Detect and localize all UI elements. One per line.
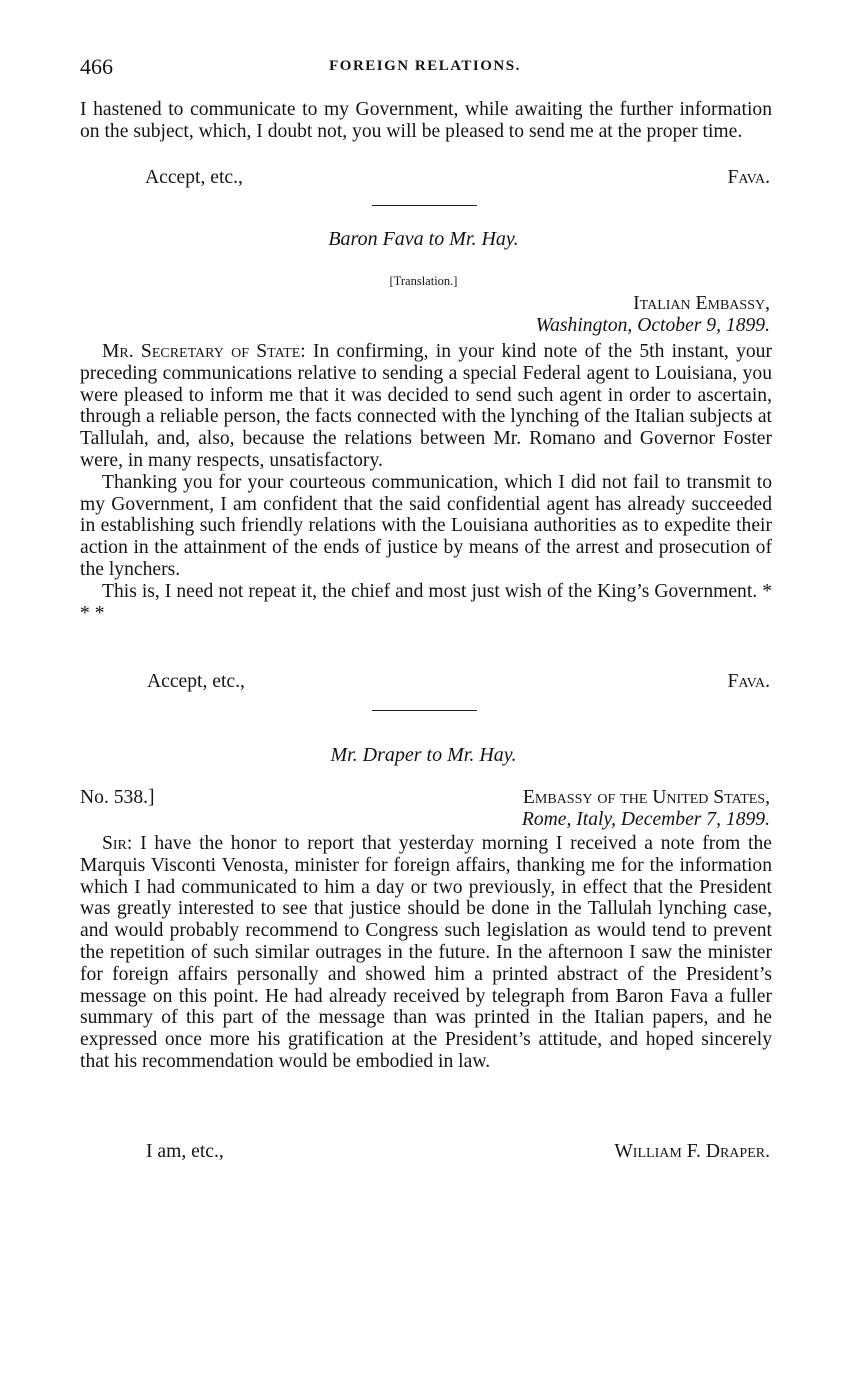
letter2-body: [80, 341, 772, 624]
page-number: 466: [80, 54, 113, 79]
letter2-place: Italian Embassy,: [633, 293, 770, 314]
letter3-signature: William F. Draper.: [614, 1141, 770, 1162]
despatch-number: No. 538.]: [80, 787, 155, 808]
letter2-paragraph-3: This is, I need not repeat it, the chief and most just wish of the King’s Government. * * *: [80, 580, 772, 624]
letter3-place: Embassy of the United States,: [522, 787, 770, 808]
letter3-title: Mr. Draper to Mr. Hay.: [330, 744, 517, 766]
letter2-salutation: Mr. Secretary of State:: [102, 341, 306, 362]
letter3-salutation: Sir:: [102, 833, 133, 854]
letter1-body: [80, 99, 772, 143]
running-title: FOREIGN RELATIONS.: [329, 58, 521, 74]
section-divider: [372, 205, 477, 206]
letter2-title: Baron Fava to Mr. Hay.: [328, 228, 519, 250]
letter1-paragraph: I hastened to communicate to my Government, while awaiting the further information on the subject, which, I doubt not, you will be pleased to send me at the proper time.: [80, 99, 772, 142]
letter2-signature: Fava.: [727, 671, 770, 692]
letter1-closing: Accept, etc.,: [145, 167, 243, 188]
letter2-date: Washington, October 9, 1899.: [535, 315, 770, 336]
letter3-body: [80, 833, 772, 1073]
letter3-paragraph-1-text: I have the honor to report that yesterday morning I received a note from the Marquis Visconti Venosta, minister for foreign affairs, thanking me for the information which I had communicated to him a day or two previously, in effect that the President was greatly interested to see that justice should be done in the Tallulah lynching case, and would probably recommend to Congress such legislation as would tend to prevent the repetition of such similar outrages in the future. In the afternoon I saw the minister for foreign affairs personally and showed him a printed abstract of the President’s message on this point. He had already received by telegraph from Baron Fava a fuller summary of this part of the message than was printed in the Italian papers, and he expressed once more his gratification at the President’s attitude, and hoped sincerely that his recommendation would be embodied in law.: [80, 833, 772, 1072]
letter2-closing: Accept, etc.,: [147, 671, 245, 692]
letter3-date: Rome, Italy, December 7, 1899.: [521, 809, 770, 830]
letter3-paragraph-1: [80, 833, 772, 1073]
page-header: [80, 54, 770, 82]
letter2-paragraph-1: [80, 341, 772, 472]
letter2-paragraph-2: Thanking you for your courteous communication, which I did not fail to transmit to my Government, I am confident that the said confidential agent has already succeeded in establishing such friendly relations with the Louisiana authorities as to expedite their action in the attainment of the ends of justice by means of the arrest and prosecution of the lynchers.: [80, 471, 772, 580]
letter3-closing: I am, etc.,: [146, 1141, 224, 1162]
translation-note: [Translation.]: [389, 274, 458, 288]
section-divider: [372, 710, 477, 711]
letter2-paragraph-1-text: In confirming, in your kind note of the 5th instant, your preceding communications relative to sending a special Federal agent to Louisiana, you were pleased to inform me that it was decided to send such agent in order to ascertain, through a reliable person, the facts connected with the lynching of the Italian subjects at Tallulah, and, also, because the relations between Mr. Romano and Governor Foster were, in many respects, unsatisfactory.: [80, 341, 772, 471]
letter1-signature: Fava.: [727, 167, 770, 188]
